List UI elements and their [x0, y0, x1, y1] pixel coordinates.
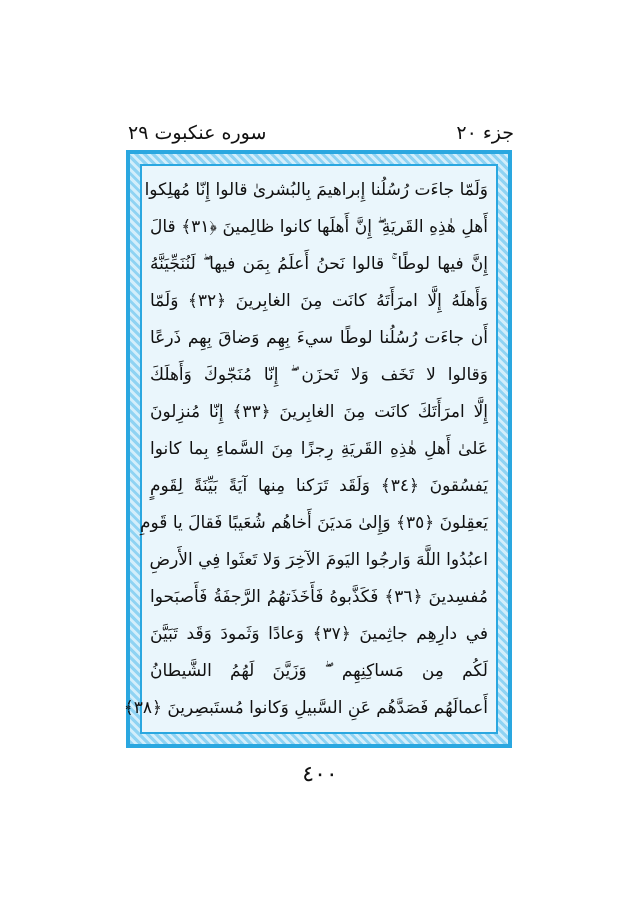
ornamental-frame	[123, 150, 512, 748]
verse-text	[123, 174, 489, 724]
surah-label: سوره عنكبوت ٢٩	[128, 122, 267, 144]
text-line: وَأَهلَهُ إِلَّا امرَأَتَهُ كانَت مِنَ الغابِرينَ ﴿٣٢﴾ وَلَمّا	[150, 291, 489, 311]
text-line: لَكُم مِن مَساكِنِهِم ۖ وَزَيَّنَ لَهُمُ الشَّيطانُ	[150, 661, 488, 681]
text-line: إِنَّ فيها لوطًا ۚ قالوا نَحنُ أَعلَمُ بِمَن فيها ۖ لَنُنَجِّيَنَّهُ	[150, 254, 488, 274]
text-line: مُفسِدينَ ﴿٣٦﴾ فَكَذَّبوهُ فَأَخَذَتهُمُ الرَّجفَةُ فَأَصبَحوا	[150, 587, 488, 607]
text-line: يَفسُقونَ ﴿٣٤﴾ وَلَقَد تَرَكنا مِنها آيَةً بَيِّنَةً لِقَومٍ	[150, 476, 488, 496]
page-number: ٤٠٠	[302, 762, 338, 787]
text-line: أَن جاءَت رُسُلُنا لوطًا سيءَ بِهِم وَضاقَ بِهِم ذَرعًا	[150, 328, 488, 348]
page-header	[128, 122, 514, 146]
text-line: اعبُدُوا اللَّهَ وَارجُوا اليَومَ الآخِرَ وَلا تَعثَوا فِي الأَرضِ	[149, 550, 488, 570]
text-line: في دارِهِم جاثِمينَ ﴿٣٧﴾ وَعادًا وَثَمودَ وَقَد تَبَيَّنَ	[150, 624, 488, 644]
text-line: أَهلِ هٰذِهِ القَريَةِ ۖ إِنَّ أَهلَها كانوا ظالِمينَ ﴿٣١﴾ قالَ	[150, 217, 488, 237]
text-line: يَعقِلونَ ﴿٣٥﴾ وَإِلىٰ مَديَنَ أَخاهُم شُعَيبًا فَقالَ يا قَومِ	[139, 513, 488, 533]
text-line: عَلىٰ أَهلِ هٰذِهِ القَريَةِ رِجزًا مِنَ السَّماءِ بِما كانوا	[150, 439, 488, 459]
text-line: وَلَمّا جاءَت رُسُلُنا إِبراهيمَ بِالبُشرىٰ قالوا إِنّا مُهلِكوا	[144, 180, 488, 200]
text-line: إِلَّا امرَأَتَكَ كانَت مِنَ الغابِرينَ ﴿٣٣﴾ إِنّا مُنزِلونَ	[150, 402, 488, 422]
text-panel	[123, 164, 498, 734]
juz-label: جزء ٢٠	[456, 122, 514, 144]
text-line: وَقالوا لا تَخَف وَلا تَحزَن ۖ إِنّا مُنَجّوكَ وَأَهلَكَ	[150, 365, 488, 385]
text-line: أَعمالَهُم فَصَدَّهُم عَنِ السَّبيلِ وَكانوا مُستَبصِرينَ ﴿٣٨﴾	[123, 698, 488, 718]
